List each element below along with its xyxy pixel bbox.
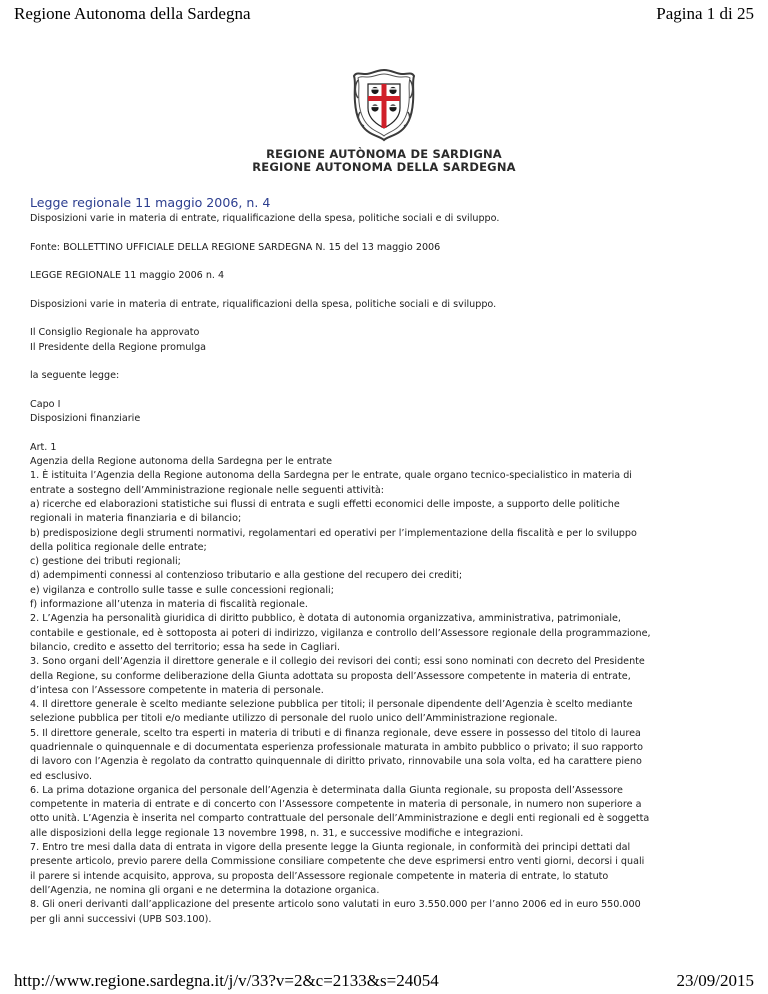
article-line: d) adempimenti connessi al contenzioso tributario e alla gestione del recupero dei crediti;	[30, 570, 463, 582]
article-line: il parere si intende acquisito, approva, su proposta dell’Assessore regionale competente in materia di entrate, lo statuto	[30, 870, 609, 882]
article-line: f) informazione all’utenza in materia di fiscalità regionale.	[30, 599, 308, 611]
article-line: della Regione, su conforme deliberazione della Giunta adottata su proposta dell’Assessore competente in materia di entrate,	[30, 670, 631, 682]
article-line: contabile e gestionale, ed è sottoposta ai poteri di indirizzo, vigilanza e controllo dell’Assessore regionale della programmazione,	[30, 627, 651, 639]
article-line: d’intesa con l’Assessore competente in materia di personale.	[30, 684, 324, 696]
article-line: ed esclusivo.	[30, 770, 93, 782]
promulgation-text: la seguente legge:	[30, 370, 120, 382]
article-line: 3. Sono organi dell’Agenzia il direttore generale e il collegio dei revisori dei conti; essi sono nominati con decreto del Presidente	[30, 656, 645, 668]
article-line: otto unità. L’Agenzia è inserita nel comparto contrattuale del personale dell’Amministrazione e degli enti regionali ed è soggetta	[30, 813, 650, 825]
article-line: 6. La prima dotazione organica del personale dell’Agenzia è determinata dalla Giunta regionale, su proposta dell’Assessore	[30, 784, 623, 796]
article-line: 1. È istituita l’Agenzia della Regione autonoma della Sardegna per le entrate, quale organo tecnico-specialistico in materia di	[30, 470, 632, 482]
article-line: b) predisposizione degli strumenti normativi, regolamentari ed operativi per l’implementazione della fiscalità e per lo sviluppo	[30, 527, 637, 539]
sardinia-coat-of-arms-icon	[352, 68, 416, 142]
document-body	[30, 194, 742, 927]
footer-url: http://www.regione.sardegna.it/j/v/33?v=2&c=2133&s=24054	[14, 971, 439, 990]
law-heading: LEGGE REGIONALE 11 maggio 2006 n. 4	[30, 270, 225, 282]
article-line: di lavoro con l’Agenzia è regolato da contratto quinquennale di diritto privato, rinnovabile una sola volta, ed ha carattere pieno	[30, 756, 642, 768]
article-number: Art. 1	[30, 441, 57, 453]
chapter-title: Disposizioni finanziarie	[30, 413, 141, 425]
article-line: 5. Il direttore generale, scelto tra esperti in materia di tributi e di finanza regionale, deve essere in possesso del titolo di laurea	[30, 727, 641, 739]
article-line: della politica regionale delle entrate;	[30, 541, 207, 553]
article-line: alle disposizioni della legge regionale 13 novembre 1998, n. 31, e successive modifiche e integrazioni.	[30, 827, 524, 839]
approval-council: Il Consiglio Regionale ha approvato	[30, 327, 200, 339]
article-line: dell’Agenzia, ne nomina gli organi e ne determina la dotazione organica.	[30, 884, 380, 896]
logo-text-italian: REGIONE AUTONOMA DELLA SARDEGNA	[252, 160, 516, 174]
article-line: per gli anni successivi (UPB S03.100).	[30, 913, 212, 925]
article-line: 7. Entro tre mesi dalla data di entrata in vigore della presente legge la Giunta regionale, in conformità dei principi dettati dal	[30, 842, 631, 854]
article-line: quadriennale o quinquennale e di documentata esperienza professionale maturata in ambito pubblico o privato; il suo rapporto	[30, 741, 643, 753]
article-text	[30, 469, 742, 927]
article-title: Agenzia della Regione autonoma della Sardegna per le entrate	[30, 456, 333, 468]
article-line: e) vigilanza e controllo sulle tasse e sulle concessioni regionali;	[30, 584, 334, 596]
law-description: Disposizioni varie in materia di entrate, riqualificazioni della spesa, politiche sociali e di sviluppo.	[30, 298, 497, 310]
logo-text-sardinian: REGIONE AUTÒNOMA DE SARDIGNA	[266, 147, 502, 161]
article-line: 4. Il direttore generale è scelto mediante selezione pubblica per titoli; il personale dipendente dell’Agenzia è scelto mediante	[30, 699, 633, 711]
approval-president: Il Presidente della Regione promulga	[30, 341, 207, 353]
article-line: presente articolo, previo parere della Commissione consiliare competente che deve esprimersi entro venti giorni, decorsi i quali	[30, 856, 645, 868]
header-region-name: Regione Autonoma della Sardegna	[14, 4, 251, 23]
article-line: 8. Gli oneri derivanti dall’applicazione del presente articolo sono valutati in euro 3.550.000 per l’anno 2006 ed in euro 550.000	[30, 899, 641, 911]
article-line: 2. L’Agenzia ha personalità giuridica di diritto pubblico, è dotata di autonomia organizzativa, amministrativa, patrimoniale,	[30, 613, 621, 625]
document-title: Legge regionale 11 maggio 2006, n. 4	[30, 195, 271, 210]
document-source: Fonte: BOLLETTINO UFFICIALE DELLA REGIONE SARDEGNA N. 15 del 13 maggio 2006	[30, 241, 441, 253]
chapter-number: Capo I	[30, 398, 61, 410]
article-line: a) ricerche ed elaborazioni statistiche sui flussi di entrata e sugli effetti economici delle imposte, a supporto delle politiche	[30, 498, 620, 510]
article-line: c) gestione dei tributi regionali;	[30, 556, 181, 568]
article-line: regionali in materia finanziaria e di bilancio;	[30, 513, 242, 525]
footer-date: 23/09/2015	[676, 971, 754, 990]
article-line: entrate a sostegno dell’Amministrazione regionale nelle seguenti attività:	[30, 484, 384, 496]
document-subtitle: Disposizioni varie in materia di entrate, riqualificazione della spesa, politiche sociali e di sviluppo.	[30, 213, 500, 224]
article-line: competente in materia di entrate e di concerto con l’Assessore competente in materia di personale, in numero non superiore a	[30, 799, 642, 811]
header-page-number: Pagina 1 di 25	[656, 4, 754, 23]
region-logo	[0, 68, 768, 174]
article-line: bilancio, credito e assetto del territorio; essa ha sede in Cagliari.	[30, 641, 341, 653]
article-line: selezione pubblica per titoli e/o mediante utilizzo di personale del ruolo unico dell’Amministrazione regionale.	[30, 713, 558, 725]
